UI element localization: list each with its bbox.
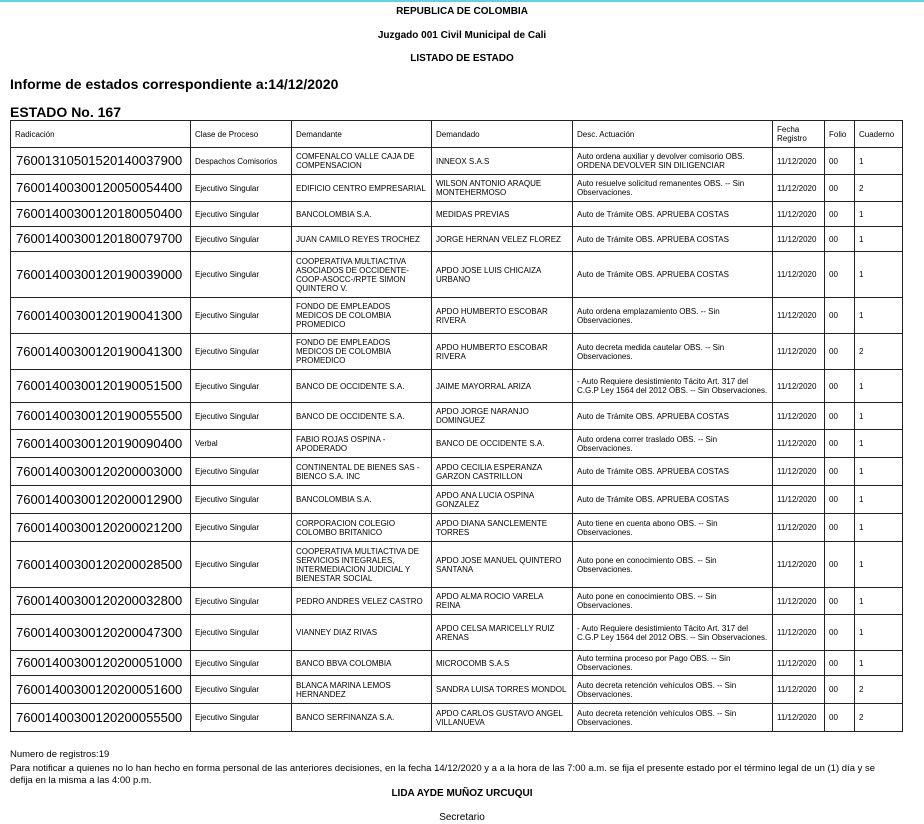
demandado-cell: APDO JOSE MANUEL QUINTERO SANTANA [432,542,573,588]
country-heading: REPUBLICA DE COLOMBIA [396,6,528,17]
fecha-cell: 11/12/2020 [773,514,825,542]
folio-cell: 00 [825,175,855,202]
fecha-cell: 11/12/2020 [773,175,825,202]
cuaderno-cell: 1 [855,458,903,486]
cuaderno-cell: 1 [855,542,903,588]
folio-cell: 00 [825,252,855,298]
clase-cell: Verbal [191,430,292,458]
table-row [11,514,903,542]
radicacion-cell: 76001400300120190055500 [11,403,191,430]
fecha-cell: 11/12/2020 [773,148,825,175]
clase-cell: Ejecutivo Singular [191,298,292,334]
radicacion-cell: 76001400300120180050400 [11,202,191,227]
demandado-cell: MICROCOMB S.A.S [432,651,573,676]
demandado-cell: APDO CELSA MARICELLY RUIZ ARENAS [432,615,573,651]
demandado-cell: JAIME MAYORRAL ARIZA [432,370,573,403]
cuaderno-cell: 2 [855,676,903,704]
demandante-cell: BANCO BBVA COLOMBIA [292,651,432,676]
fecha-cell: 11/12/2020 [773,334,825,370]
descripcion-cell: Auto ordena correr traslado OBS. -- Sin Observaciones. [573,430,773,458]
folio-cell: 00 [825,486,855,514]
fecha-cell: 11/12/2020 [773,227,825,252]
cuaderno-cell: 1 [855,514,903,542]
fecha-cell: 11/12/2020 [773,588,825,615]
court-heading: Juzgado 001 Civil Municipal de Cali [377,30,547,41]
table-row [11,227,903,252]
descripcion-cell: Auto pone en conocimiento OBS. -- Sin Observaciones. [573,588,773,615]
clase-cell: Ejecutivo Singular [191,175,292,202]
demandante-cell: FONDO DE EMPLEADOS MEDICOS DE COLOMBIA PROMEDICO [292,334,432,370]
demandante-cell: CORPORACION COLEGIO COLOMBO BRITANICO [292,514,432,542]
demandante-cell: COOPERATIVA MULTIACTIVA DE SERVICIOS INTEGRALES, INTERMEDIACION JUDICIAL Y BIENESTAR SOCIAL [292,542,432,588]
descripcion-cell: Auto decreta retención vehículos OBS. -- Sin Observaciones. [573,676,773,704]
descripcion-cell: Auto decreta retención vehículos OBS. -- Sin Observaciones. [573,704,773,732]
cuaderno-cell: 2 [855,704,903,732]
fecha-cell: 11/12/2020 [773,458,825,486]
demandado-cell: INNEOX S.A.S [432,148,573,175]
cuaderno-cell: 1 [855,227,903,252]
cuaderno-cell: 1 [855,252,903,298]
secretary-name: LIDA AYDE MUÑOZ URCUQUI [391,788,533,799]
clase-cell: Ejecutivo Singular [191,334,292,370]
clase-cell: Ejecutivo Singular [191,252,292,298]
cuaderno-cell: 1 [855,651,903,676]
table-row [11,370,903,403]
descripcion-cell: Auto de Trámite OBS. APRUEBA COSTAS [573,227,773,252]
descripcion-cell: Auto de Trámite OBS. APRUEBA COSTAS [573,458,773,486]
table-row [11,252,903,298]
radicacion-cell: 76001400300120200003000 [11,458,191,486]
descripcion-cell: Auto pone en conocimiento OBS. -- Sin Observaciones. [573,542,773,588]
folio-cell: 00 [825,148,855,175]
fecha-cell: 11/12/2020 [773,486,825,514]
top-accent-line [0,0,924,2]
table-row [11,403,903,430]
descripcion-cell: Auto ordena emplazamiento OBS. -- Sin Observaciones. [573,298,773,334]
folio-cell: 00 [825,227,855,252]
clase-cell: Ejecutivo Singular [191,588,292,615]
radicacion-cell: 76001400300120200055500 [11,704,191,732]
table-row [11,486,903,514]
radicacion-cell: 76001400300120190041300 [11,298,191,334]
descripcion-cell: Auto decreta medida cautelar OBS. -- Sin Observaciones. [573,334,773,370]
table-row [11,676,903,704]
clase-cell: Ejecutivo Singular [191,542,292,588]
demandante-cell: COMFENALCO VALLE CAJA DE COMPENSACION [292,148,432,175]
descripcion-cell: Auto de Trámite OBS. APRUEBA COSTAS [573,252,773,298]
descripcion-cell: Auto de Trámite OBS. APRUEBA COSTAS [573,486,773,514]
clase-cell: Ejecutivo Singular [191,486,292,514]
demandado-cell: APDO CECILIA ESPERANZA GARZON CASTRILLON [432,458,573,486]
clase-cell: Ejecutivo Singular [191,676,292,704]
cuaderno-cell: 1 [855,403,903,430]
fecha-cell: 11/12/2020 [773,704,825,732]
clase-cell: Ejecutivo Singular [191,370,292,403]
fecha-cell: 11/12/2020 [773,676,825,704]
table-header-row [11,121,903,148]
folio-cell: 00 [825,588,855,615]
cuaderno-cell: 1 [855,202,903,227]
demandado-cell: BANCO DE OCCIDENTE S.A. [432,430,573,458]
folio-cell: 00 [825,542,855,588]
demandante-cell: EDIFICIO CENTRO EMPRESARIAL [292,175,432,202]
radicacion-cell: 76001400300120190051500 [11,370,191,403]
column-header-folio: Folio [825,121,855,148]
cuaderno-cell: 1 [855,370,903,403]
fecha-cell: 11/12/2020 [773,298,825,334]
cuaderno-cell: 2 [855,334,903,370]
demandado-cell: APDO CARLOS GUSTAVO ANGEL VILLANUEVA [432,704,573,732]
folio-cell: 00 [825,704,855,732]
clase-cell: Ejecutivo Singular [191,704,292,732]
folio-cell: 00 [825,202,855,227]
radicacion-cell: 76001400300120200028500 [11,542,191,588]
cuaderno-cell: 2 [855,175,903,202]
folio-cell: 00 [825,370,855,403]
cuaderno-cell: 1 [855,486,903,514]
record-count: Numero de registros:19 [10,749,110,760]
secretary-role: Secretario [439,812,485,823]
table-row [11,148,903,175]
fecha-cell: 11/12/2020 [773,615,825,651]
fecha-cell: 11/12/2020 [773,651,825,676]
demandado-cell: JORGE HERNAN VELEZ FLOREZ [432,227,573,252]
table-row [11,651,903,676]
radicacion-cell: 76001310501520140037900 [11,148,191,175]
folio-cell: 00 [825,403,855,430]
clase-cell: Ejecutivo Singular [191,514,292,542]
demandante-cell: FONDO DE EMPLEADOS MEDICOS DE COLOMBIA PROMEDICO [292,298,432,334]
folio-cell: 00 [825,514,855,542]
descripcion-cell: Auto de Trámite OBS. APRUEBA COSTAS [573,403,773,430]
report-date-heading: Informe de estados correspondiente a:14/12/2020 [10,76,339,92]
demandante-cell: CONTINENTAL DE BIENES SAS - BIENCO S.A. INC [292,458,432,486]
listing-heading: LISTADO DE ESTADO [410,53,514,64]
demandante-cell: BANCO DE OCCIDENTE S.A. [292,403,432,430]
demandante-cell: FABIO ROJAS OSPINA - APODERADO [292,430,432,458]
clase-cell: Ejecutivo Singular [191,458,292,486]
estado-table [10,120,903,732]
demandante-cell: BANCOLOMBIA S.A. [292,486,432,514]
table-row [11,202,903,227]
demandado-cell: APDO JOSE LUIS CHICAIZA URBANO [432,252,573,298]
notification-text: Para notificar a quienes no lo han hecho en forma personal de las anteriores decisiones, en la fecha 14/12/2020 y a a la hora de las 7:00 a.m. se fija el presente estado por el término legal de un (1) día y se defija en la misma a las 4:00 p.m. [10,763,876,786]
demandado-cell: APDO HUMBERTO ESCOBAR RIVERA [432,334,573,370]
column-header-fecha: Fecha Registro [773,121,825,148]
clase-cell: Ejecutivo Singular [191,615,292,651]
clase-cell: Despachos Comisorios [191,148,292,175]
radicacion-cell: 76001400300120180079700 [11,227,191,252]
cuaderno-cell: 1 [855,615,903,651]
table-row [11,298,903,334]
table-body [11,148,903,732]
cuaderno-cell: 1 [855,148,903,175]
column-header-cuaderno: Cuaderno [855,121,903,148]
demandante-cell: PEDRO ANDRES VELEZ CASTRO [292,588,432,615]
radicacion-cell: 76001400300120190041300 [11,334,191,370]
demandante-cell: BANCO SERFINANZA S.A. [292,704,432,732]
radicacion-cell: 76001400300120200051000 [11,651,191,676]
descripcion-cell: Auto tiene en cuenta abono OBS. -- Sin Observaciones. [573,514,773,542]
radicacion-cell: 76001400300120200021200 [11,514,191,542]
clase-cell: Ejecutivo Singular [191,651,292,676]
descripcion-cell: - Auto Requiere desistimiento Tácito Art. 317 del C.G.P Ley 1564 del 2012 OBS. -- Sin Observaciones. [573,370,773,403]
fecha-cell: 11/12/2020 [773,370,825,403]
demandado-cell: APDO JORGE NARANJO DOMINGUEZ [432,403,573,430]
column-header-descripcion: Desc. Actuación [573,121,773,148]
fecha-cell: 11/12/2020 [773,403,825,430]
folio-cell: 00 [825,615,855,651]
table-row [11,430,903,458]
folio-cell: 00 [825,458,855,486]
column-header-demandante: Demandante [292,121,432,148]
descripcion-cell: Auto ordena auxiliar y devolver comisorio OBS. ORDENA DEVOLVER SIN DILIGENCIAR [573,148,773,175]
demandante-cell: JUAN CAMILO REYES TROCHEZ [292,227,432,252]
demandado-cell: MEDIDAS PREVIAS [432,202,573,227]
table-row [11,588,903,615]
fecha-cell: 11/12/2020 [773,252,825,298]
folio-cell: 00 [825,334,855,370]
demandante-cell: BANCOLOMBIA S.A. [292,202,432,227]
column-header-radicacion: Radicación [11,121,191,148]
radicacion-cell: 76001400300120200051600 [11,676,191,704]
descripcion-cell: Auto termina proceso por Pago OBS. -- Sin Observaciones. [573,651,773,676]
table-row [11,542,903,588]
cuaderno-cell: 1 [855,298,903,334]
descripcion-cell: Auto de Trámite OBS. APRUEBA COSTAS [573,202,773,227]
demandado-cell: APDO ALMA ROCIO VARELA REINA [432,588,573,615]
descripcion-cell: Auto resuelve solicitud remanentes OBS. -- Sin Observaciones. [573,175,773,202]
table-row [11,458,903,486]
fecha-cell: 11/12/2020 [773,430,825,458]
table-row [11,704,903,732]
radicacion-cell: 76001400300120190090400 [11,430,191,458]
clase-cell: Ejecutivo Singular [191,403,292,430]
radicacion-cell: 76001400300120050054400 [11,175,191,202]
folio-cell: 00 [825,430,855,458]
demandado-cell: WILSON ANTONIO ARAQUE MONTEHERMOSO [432,175,573,202]
estado-number-heading: ESTADO No. 167 [10,104,121,120]
cuaderno-cell: 1 [855,588,903,615]
descripcion-cell: - Auto Requiere desistimiento Tácito Art. 317 del C.G.P Ley 1564 del 2012 OBS. -- Sin Observaciones. [573,615,773,651]
demandante-cell: VIANNEY DIAZ RIVAS [292,615,432,651]
folio-cell: 00 [825,651,855,676]
radicacion-cell: 76001400300120200047300 [11,615,191,651]
column-header-demandado: Demandado [432,121,573,148]
radicacion-cell: 76001400300120190039000 [11,252,191,298]
demandante-cell: BANCO DE OCCIDENTE S.A. [292,370,432,403]
demandado-cell: APDO DIANA SANCLEMENTE TORRES [432,514,573,542]
column-header-clase: Clase de Proceso [191,121,292,148]
radicacion-cell: 76001400300120200012900 [11,486,191,514]
table-row [11,175,903,202]
fecha-cell: 11/12/2020 [773,542,825,588]
table-row [11,334,903,370]
folio-cell: 00 [825,298,855,334]
clase-cell: Ejecutivo Singular [191,227,292,252]
demandante-cell: BLANCA MARINA LEMOS HERNANDEZ [292,676,432,704]
radicacion-cell: 76001400300120200032800 [11,588,191,615]
folio-cell: 00 [825,676,855,704]
clase-cell: Ejecutivo Singular [191,202,292,227]
demandado-cell: APDO ANA LUCIA OSPINA GONZALEZ [432,486,573,514]
table-row [11,615,903,651]
demandante-cell: COOPERATIVA MULTIACTIVA ASOCIADOS DE OCCIDENTE-COOP-ASOCC-/RPTE SIMON QUINTERO V. [292,252,432,298]
cuaderno-cell: 1 [855,430,903,458]
fecha-cell: 11/12/2020 [773,202,825,227]
demandado-cell: APDO HUMBERTO ESCOBAR RIVERA [432,298,573,334]
demandado-cell: SANDRA LUISA TORRES MONDOL [432,676,573,704]
